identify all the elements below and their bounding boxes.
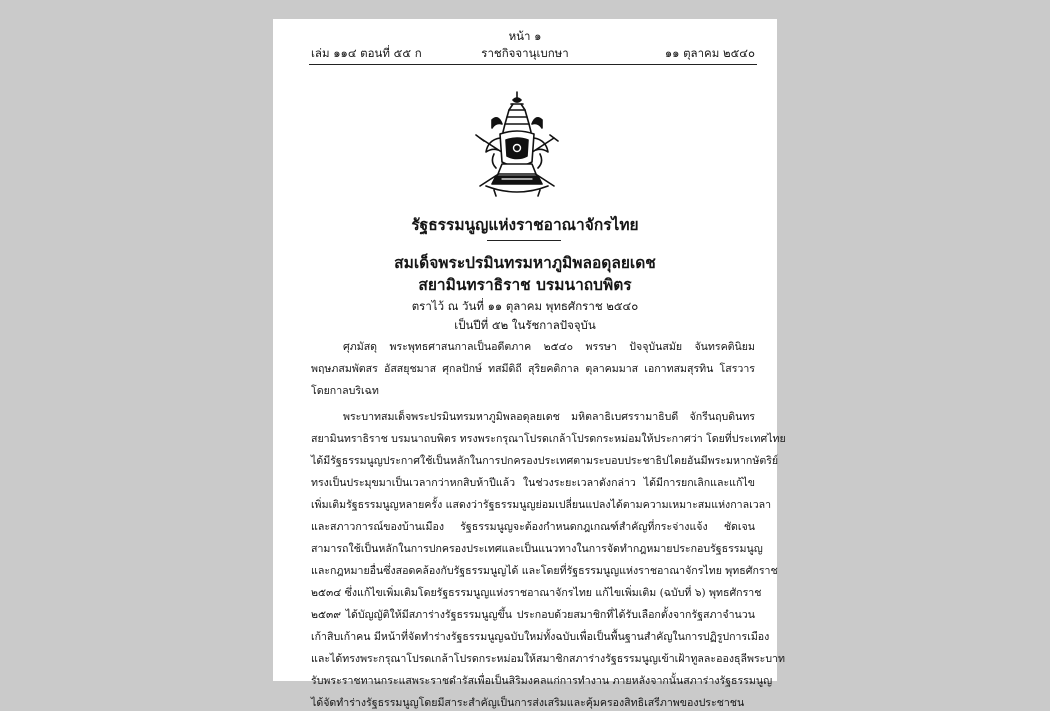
- paragraph-line: เก้าสิบเก้าคน มีหน้าที่จัดทำร่างรัฐธรรมนูญฉบับใหม่ทั้งฉบับเพื่อเป็นพื้นฐานสำคัญในการปฏิรูปการเมือง: [311, 631, 770, 643]
- paragraph-line: ทรงเป็นประมุขมาเป็นเวลากว่าหกสิบห้าปีแล้ว ในช่วงระยะเวลาดังกล่าว ได้มีการยกเลิกและแก้ไข: [311, 477, 755, 489]
- page-number: หน้า ๑: [508, 29, 542, 43]
- paragraph-line: ๒๕๓๔ ซึ่งแก้ไขเพิ่มเติมโดยรัฐธรรมนูญแห่งราชอาณาจักรไทย แก้ไขเพิ่มเติม (ฉบับที่ ๖) พุทธศักราช: [311, 587, 762, 599]
- volume-issue: เล่ม ๑๑๔ ตอนที่ ๕๕ ก: [311, 46, 422, 60]
- paragraph-line: เพิ่มเติมรัฐธรรมนูญหลายครั้ง แสดงว่ารัฐธรรมนูญย่อมเปลี่ยนแปลงได้ตามความเหมาะสมแห่งกาลเวลา: [311, 499, 772, 511]
- paragraph-line: สามารถใช้เป็นหลักในการปกครองประเทศและเป็นแนวทางในการจัดทำกฎหมายประกอบรัฐธรรมนูญ: [311, 543, 763, 555]
- royal-emblem-icon: [472, 90, 562, 208]
- paragraph-line: ๒๕๓๙ ได้บัญญัติให้มีสภาร่างรัฐธรรมนูญขึ้น ประกอบด้วยสมาชิกที่ได้รับเลือกตั้งจากรัฐสภาจำนวน: [311, 609, 755, 621]
- gazette-page: [273, 19, 786, 709]
- title-underline: [487, 240, 561, 241]
- paragraph-line: พระบาทสมเด็จพระปรมินทรมหาภูมิพลอดุลยเดช มหิตลาธิเบศรรามาธิบดี จักรีนฤบดินทร: [343, 411, 755, 423]
- paragraph-line: และกฎหมายอื่นซึ่งสอดคล้องกับรัฐธรรมนูญได้ และโดยที่รัฐธรรมนูญแห่งราชอาณาจักรไทย พุทธศักราช: [311, 565, 778, 577]
- header-rule: [309, 64, 757, 65]
- constitution-title: รัฐธรรมนูญแห่งราชอาณาจักรไทย: [411, 215, 639, 234]
- reign-year: เป็นปีที่ ๕๒ ในรัชกาลปัจจุบัน: [454, 318, 596, 332]
- paragraph-line: และได้ทรงพระกรุณาโปรดเกล้าโปรดกระหม่อมให้สมาชิกสภาร่างรัฐธรรมนูญเข้าเฝ้าทูลละอองธุลีพระบาท: [311, 653, 785, 665]
- king-name-line1: สมเด็จพระปรมินทรมหาภูมิพลอดุลยเดช: [394, 253, 656, 272]
- publication-date: ๑๑ ตุลาคม ๒๕๔๐: [664, 46, 755, 60]
- paragraph-line: และสภาวการณ์ของบ้านเมือง รัฐธรรมนูญจะต้องกำหนดกฎเกณฑ์สำคัญที่กระจ่างแจ้ง ชัดเจน: [311, 521, 755, 533]
- paragraph-line: ศุภมัสดุ พระพุทธศาสนกาลเป็นอดีตภาค ๒๕๔๐ พรรษา ปัจจุบันสมัย จันทรคตินิยม: [343, 341, 755, 353]
- gazette-name: ราชกิจจานุเบกษา: [481, 46, 569, 60]
- paragraph-line: โดยกาลบริเฉท: [311, 385, 379, 397]
- given-date: ตราไว้ ณ วันที่ ๑๑ ตุลาคม พุทธศักราช ๒๕๔๐: [411, 299, 639, 313]
- paragraph-line: รับพระราชทานกระแสพระราชดำรัสเพื่อเป็นสิริมงคลแก่การทำงาน ภายหลังจากนั้นสภาร่างรัฐธรรมนูญ: [311, 675, 773, 687]
- paragraph-line: พฤษภสมพัตสร อัสสยุชมาส ศุกลปักษ์ ทสมีดิถี สุริยคติกาล ตุลาคมมาส เอกาทสมสุรทิน โสรวาร: [311, 363, 755, 375]
- paragraph-line: สยามินทราธิราช บรมนาถบพิตร ทรงพระกรุณาโปรดเกล้าโปรดกระหม่อมให้ประกาศว่า โดยที่ประเทศไทย: [311, 433, 786, 445]
- king-name-line2: สยามินทราธิราช บรมนาถบพิตร: [418, 275, 632, 294]
- paragraph-line: ได้มีรัฐธรรมนูญประกาศใช้เป็นหลักในการปกครองประเทศตามระบอบประชาธิปไตยอันมีพระมหากษัตริย์: [311, 455, 779, 467]
- paragraph-line: ได้จัดทำร่างรัฐธรรมนูญโดยมีสาระสำคัญเป็นการส่งเสริมและคุ้มครองสิทธิเสรีภาพของประชาชน: [311, 697, 745, 709]
